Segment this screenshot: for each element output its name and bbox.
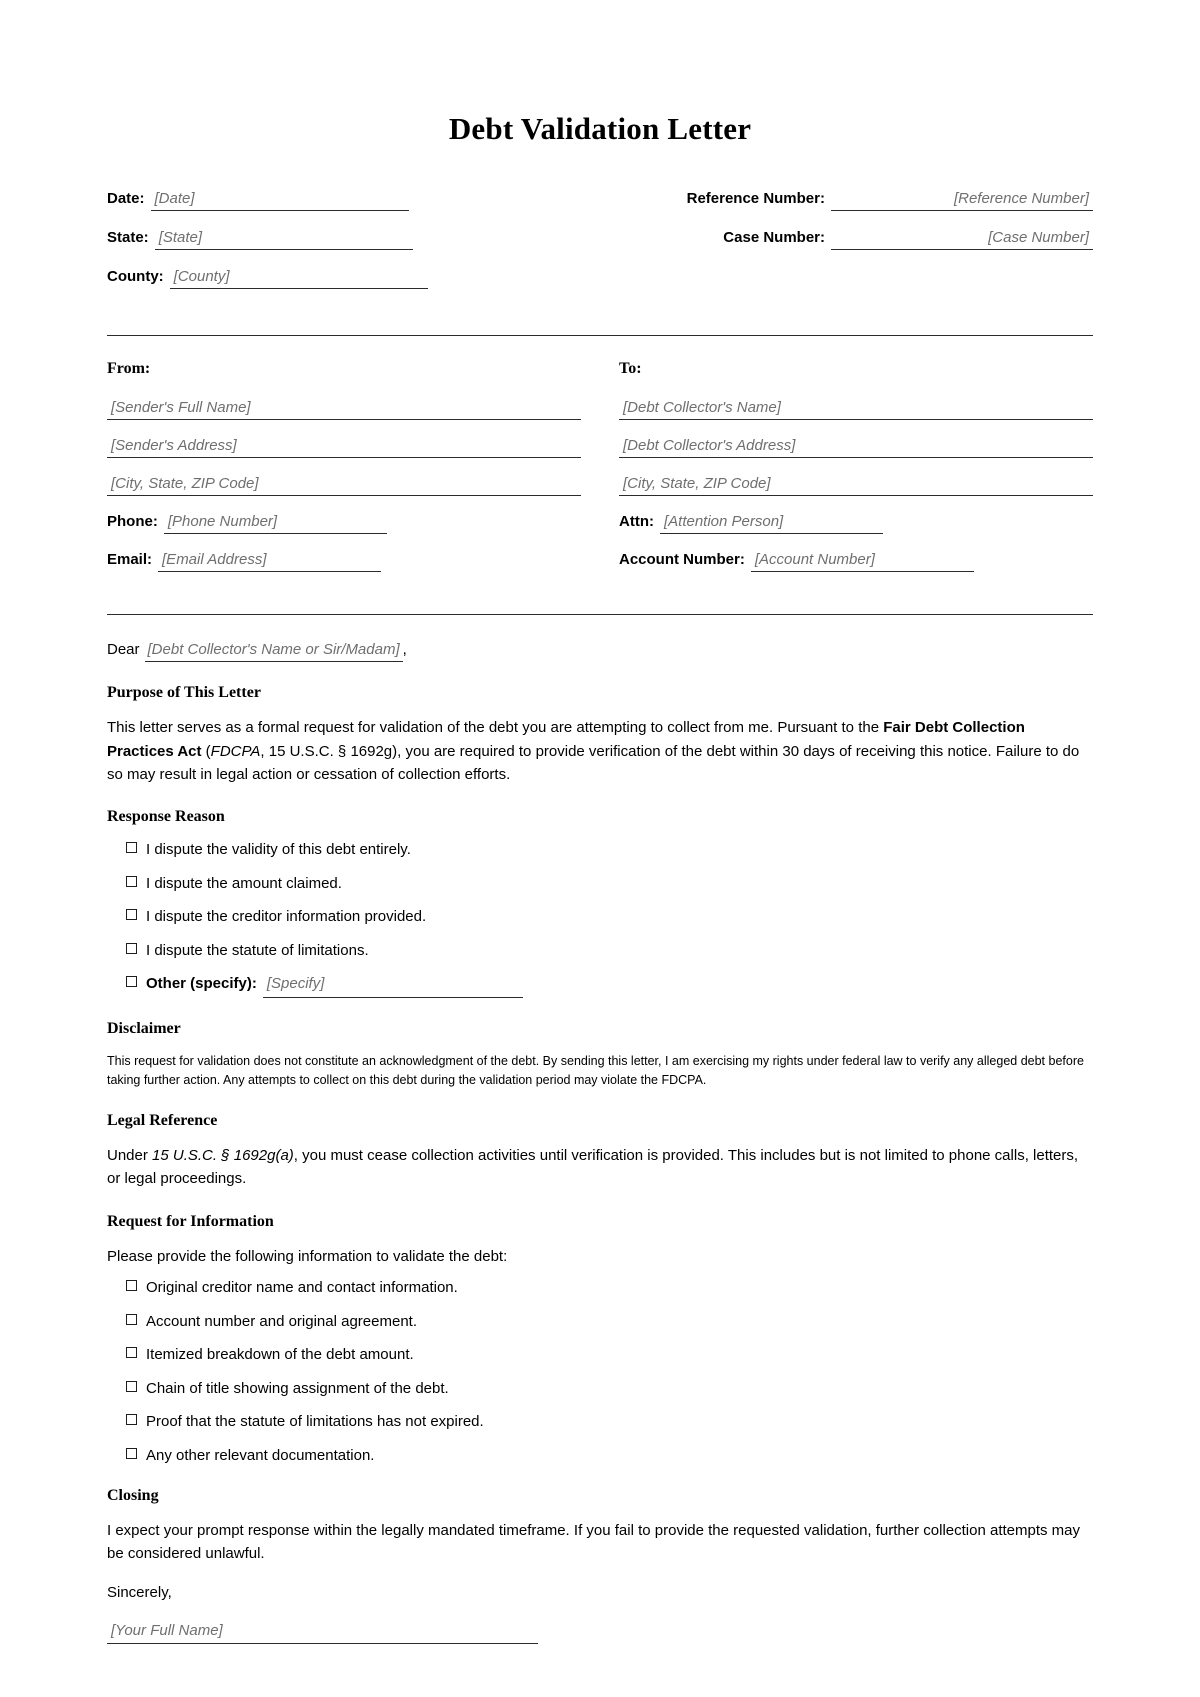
case-number-field[interactable]: [Case Number] [831,229,1093,250]
to-attn-row [619,513,1093,551]
meta-row-reference-number [646,190,1093,229]
state-label: State: [107,229,149,247]
heading-disclaimer: Disclaimer [107,1019,181,1037]
attn-field[interactable]: [Attention Person] [660,513,883,534]
checkbox-icon[interactable] [126,909,137,920]
email-field[interactable]: [Email Address] [158,551,381,572]
divider-below-parties [107,614,1093,615]
list-item[interactable] [126,1345,1093,1365]
purpose-text-a: This letter serves as a formal request for validation of the debt you are attempting to collect from me. Pursuant to the [107,719,884,737]
checkbox-icon[interactable] [126,1347,137,1358]
phone-field[interactable]: [Phone Number] [164,513,387,534]
meta-left-column [107,190,554,307]
email-label: Email: [107,551,153,569]
attn-label: Attn: [619,513,654,531]
list-item-other[interactable] [126,974,1093,998]
checkbox-icon[interactable] [126,1314,137,1325]
list-item[interactable] [126,1312,1093,1332]
from-phone-row [107,513,581,551]
purpose-text-c: , 15 U.S.C. § 1692g), you are required to provide verification of the debt within 30 days of receiving this notice. Failure to do so may result in legal action or cessation of collection efforts. [107,742,1080,783]
legal-reference-paragraph [107,1144,1093,1191]
statute-citation-italic: 15 U.S.C. § 1692g(a) [152,1147,294,1165]
checkbox-icon[interactable] [126,943,137,954]
county-field[interactable]: [County] [170,268,428,289]
response-reason-item-label: I dispute the statute of limitations. [146,941,369,959]
phone-label: Phone: [107,513,158,531]
checkbox-icon[interactable] [126,976,137,987]
sender-name-field[interactable]: [Sender's Full Name] [107,399,581,420]
response-reason-item-label: I dispute the amount claimed. [146,874,342,892]
checkbox-icon[interactable] [126,1381,137,1392]
heading-closing: Closing [107,1487,159,1505]
legal-text-b: , you must cease collection activities until verification is provided. This includes but is not limited to phone calls, letters, or legal proceedings. [107,1147,1079,1188]
to-account-row [619,551,1093,589]
other-specify-label: Other (specify): [146,975,257,993]
collector-city-field[interactable]: [City, State, ZIP Code] [619,475,1093,496]
meta-row-date [107,190,554,229]
reference-number-label: Reference Number: [686,190,825,208]
list-item[interactable] [126,1278,1093,1298]
list-item[interactable] [126,941,1093,961]
request-info-item-label: Any other relevant documentation. [146,1446,375,1464]
from-city-row [107,475,581,513]
page-title: Debt Validation Letter [448,111,752,146]
heading-legal-reference: Legal Reference [107,1111,218,1129]
checkbox-icon[interactable] [126,1414,137,1425]
request-info-checklist [107,1278,1093,1465]
letter-meta-section [107,190,1093,307]
divider-above-parties [107,335,1093,336]
sender-city-field[interactable]: [City, State, ZIP Code] [107,475,581,496]
meta-row-county [107,268,554,307]
state-field[interactable]: [State] [155,229,413,250]
collector-address-field[interactable]: [Debt Collector's Address] [619,437,1093,458]
fdcpa-act-bold: Fair Debt Collection Practices Act [107,719,1025,760]
response-reason-item-label: I dispute the validity of this debt entirely. [146,841,411,859]
salutation-row [107,641,1093,662]
date-label: Date: [107,190,145,208]
meta-row-case-number [646,229,1093,268]
to-heading: To: [619,360,642,378]
county-label: County: [107,268,164,286]
list-item[interactable] [126,1412,1093,1432]
request-info-item-label: Chain of title showing assignment of the debt. [146,1379,449,1397]
checkbox-icon[interactable] [126,1448,137,1459]
checkbox-icon[interactable] [126,842,137,853]
request-info-item-label: Account number and original agreement. [146,1312,417,1330]
closing-paragraph: I expect your prompt response within the legally mandated timeframe. If you fail to provide the requested validation, further collection attempts may be considered unlawful. [107,1522,1081,1563]
disclaimer-paragraph: This request for validation does not constitute an acknowledgment of the debt. By sending this letter, I am exercising my rights under federal law to verify any alleged debt before taking further action. Any attempts to collect on this debt during the validation period may violate the FDCPA. [107,1053,1084,1087]
list-item[interactable] [126,1446,1093,1466]
purpose-paragraph [107,716,1093,786]
heading-purpose: Purpose of This Letter [107,684,261,702]
to-block [619,360,1093,589]
account-number-label: Account Number: [619,551,745,569]
date-field[interactable]: [Date] [151,190,409,211]
response-reason-checklist [107,840,1093,998]
signature-name-field[interactable]: [Your Full Name] [107,1622,538,1644]
legal-text-a: Under [107,1147,153,1165]
list-item[interactable] [126,874,1093,894]
collector-name-field[interactable]: [Debt Collector's Name] [619,399,1093,420]
meta-right-column [646,190,1093,307]
list-item[interactable] [126,1379,1093,1399]
salutation-comma: , [402,641,407,659]
from-name-row [107,399,581,437]
checkbox-icon[interactable] [126,1280,137,1291]
meta-row-state [107,229,554,268]
to-name-row [619,399,1093,437]
heading-response-reason: Response Reason [107,808,225,826]
other-specify-field[interactable]: [Specify] [263,974,523,998]
salutation-word: Dear [107,641,140,659]
request-info-item-label: Original creditor name and contact information. [146,1279,458,1297]
request-info-intro: Please provide the following information to validate the debt: [107,1247,508,1265]
list-item[interactable] [126,907,1093,927]
purpose-text-b: ( [201,742,211,760]
request-info-item-label: Itemized breakdown of the debt amount. [146,1346,414,1364]
case-number-label: Case Number: [723,229,825,247]
sign-off-text: Sincerely, [107,1583,172,1601]
salutation-name-field[interactable]: [Debt Collector's Name or Sir/Madam] [145,641,403,662]
heading-request-for-information: Request for Information [107,1212,274,1230]
from-address-row [107,437,581,475]
request-info-item-label: Proof that the statute of limitations has not expired. [146,1413,484,1431]
from-heading: From: [107,360,151,378]
account-number-field[interactable]: [Account Number] [751,551,974,572]
checkbox-icon[interactable] [126,876,137,887]
response-reason-item-label: I dispute the creditor information provided. [146,908,427,926]
from-email-row [107,551,581,589]
fdcpa-abbrev-italic: FDCPA [210,742,261,760]
sender-address-field[interactable]: [Sender's Address] [107,437,581,458]
reference-number-field[interactable]: [Reference Number] [831,190,1093,211]
from-block [107,360,581,589]
list-item[interactable] [126,840,1093,860]
parties-section [107,360,1093,589]
to-address-row [619,437,1093,475]
to-city-row [619,475,1093,513]
